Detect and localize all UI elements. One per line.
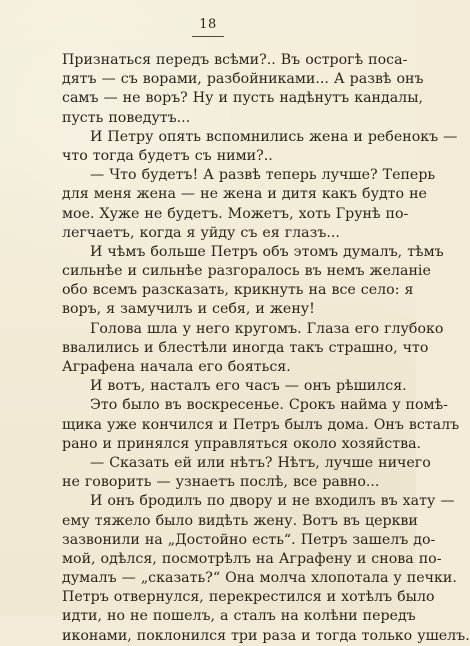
- text-line-13: обо всемъ разсказать, крикнуть на все село: я: [62, 282, 414, 299]
- text-line-11: И чѣмъ больше Петръ объ этомъ думалъ, тѣмъ: [90, 243, 444, 260]
- text-line-30: идти, но не пошелъ, а сталъ на колѣни передъ: [62, 608, 416, 625]
- text-line-15: Голова шла у него кругомъ. Глаза его глубоко: [90, 320, 444, 337]
- text-line-20: щика уже кончился и Петръ былъ дома. Онъ всталъ: [62, 416, 460, 433]
- text-line-14: воръ, я замучилъ и себя, и жену!: [62, 301, 315, 318]
- text-line-8: для меня жена — не жена и дитя какъ будто не: [62, 186, 427, 203]
- text-block: [62, 51, 470, 646]
- text-line-10: легчаетъ, когда я уйду съ ея глазъ...: [62, 224, 340, 241]
- text-line-19: Это было въ воскресенье. Срокъ найма у помѣ-: [90, 397, 448, 414]
- text-line-25: ему тяжело было видѣть жену. Вотъ въ церкви: [62, 512, 418, 529]
- text-line-29: Петръ отвернулся, перекрестился и хотѣлъ было: [62, 589, 435, 606]
- text-line-21: рано и принялся управляться около хозяйства.: [62, 435, 422, 452]
- text-line-7: — Что будетъ! А развѣ теперь лучше? Теперь: [90, 167, 436, 184]
- page-number-rule: [192, 36, 224, 37]
- text-line-16: ввалились и блестѣли иногда такъ страшно, что: [62, 339, 429, 356]
- page-number: 18: [199, 17, 217, 32]
- text-line-27: мой, одѣлся, посмотрѣлъ на Аграфену и снова по-: [62, 550, 442, 567]
- text-line-3: самъ — не воръ? Ну и пусть надѣнутъ кандалы,: [62, 90, 424, 107]
- text-line-9: мое. Хуже не будетъ. Можетъ, хоть Грунѣ по-: [62, 205, 409, 222]
- text-line-22: — Сказать ей или нѣтъ? Нѣтъ, лучше ничего: [90, 454, 431, 471]
- text-line-5: И Петру опять вспомнились жена и ребенокъ —: [90, 128, 458, 145]
- text-line-28: думалъ — „сказать?“ Она молча хлопотала у печки.: [62, 570, 457, 587]
- text-line-23: не говорить — узнаетъ послѣ, все равно...: [62, 474, 380, 491]
- text-line-6: что тогда будетъ съ ними?..: [62, 147, 273, 164]
- text-line-18: И вотъ, насталъ его часъ — онъ рѣшился.: [90, 378, 407, 395]
- text-line-12: сильнѣе и сильнѣе разгоралось въ немъ желаніе: [62, 263, 431, 280]
- text-line-17: Аграфена начала его бояться.: [62, 359, 291, 375]
- text-line-26: зазвонили на „Достойно есть“. Петръ зашелъ до-: [62, 531, 436, 548]
- text-line-2: дятъ — съ ворами, разбойниками... А развѣ онъ: [62, 71, 424, 88]
- text-line-4: пусть поведутъ...: [62, 109, 191, 126]
- text-line-31: иконами, поклонился три раза и тогда только ушелъ.: [62, 627, 470, 644]
- text-line-24: И онъ бродилъ по двору и не входилъ въ хату —: [90, 493, 455, 510]
- text-line-1: Признаться передъ всѣми?.. Въ острогѣ поса-: [62, 52, 408, 68]
